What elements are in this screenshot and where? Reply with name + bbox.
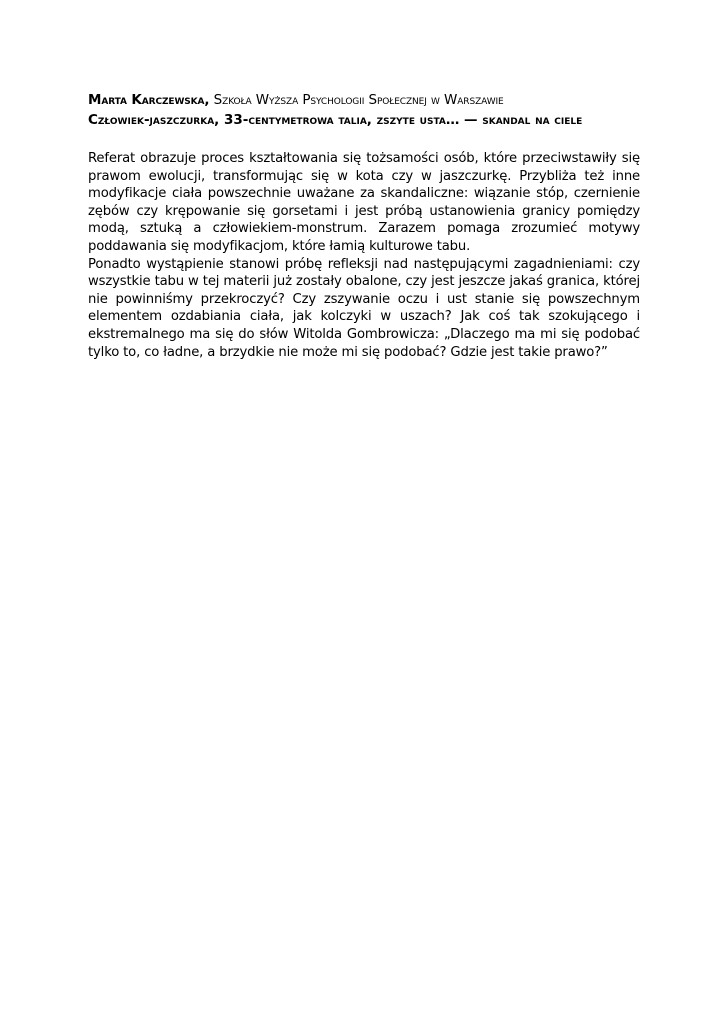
abstract-paragraph-1: Referat obrazuje proces kształtowania się tożsamości osób, które przeciwstawiły się prawom ewolucji, transformując się w kota czy w jaszczurkę. Przybliża też inne modyfikacje ciała powszechnie uważane za skandaliczne: wiązanie stóp, czernienie zębów czy krępowanie się gorsetami i jest próbą ustanowienia granicy pomiędzy modą, sztuką a człowiekiem-monstrum. Zarazem pomaga zrozumieć motywy poddawania się modyfikacjom, które łamią kulturowe tabu. (88, 151, 640, 254)
abstract-paragraph-2: Ponadto wystąpienie stanowi próbę refleksji nad następującymi zagadnieniami: czy wszystkie tabu w tej materii już zostały obalone, czy jest jeszcze jakaś granica, której nie powinniśmy przekroczyć? Czy zszywanie oczu i ust stanie się powszechnym elementem ozdabiania ciała, jak kolczyki w uszach? Jak coś tak szokującego i ekstremalnego ma się do słów Witolda Gombrowicza: „Dlaczego ma mi się podobać tylko to, co ładne, a brzydkie nie może mi się podobać? Gdzie jest takie prawo?” (88, 256, 640, 360)
paper-title: Człowiek-jaszczurka, 33-centymetrowa talia, zszyte usta… — skandal na ciele (88, 112, 583, 128)
document-page (88, 90, 640, 361)
author-name: Marta Karczewska, (88, 92, 210, 108)
byline (88, 90, 640, 110)
author-affiliation: Szkoła Wyższa Psychologii Społecznej w Warszawie (213, 92, 504, 108)
abstract (88, 150, 640, 361)
